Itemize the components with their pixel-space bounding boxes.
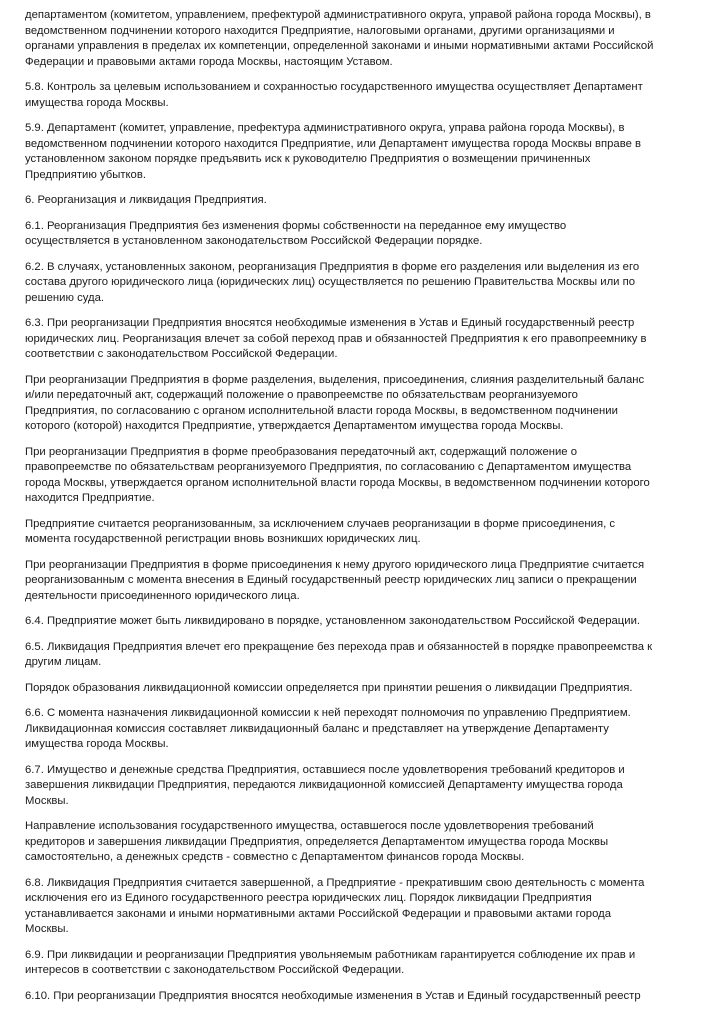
text-line: правопреемстве по обязательствам реорганизуемого Предприятия, по согласованию с Департаментом имущества (25, 461, 632, 473)
text-line: имущества города Москвы. (25, 96, 169, 109)
text-line: и/или передаточный акт, содержащий положение о правопреемстве по обязательствам реорганизуемого (25, 389, 578, 401)
text-line: 5.9. Департамент (комитет, управление, префектура административного округа, управа района города Москвы), в (25, 122, 625, 134)
text-line: установленном законом порядке предъявить иск к руководителю Предприятия о возмещении причиненных (25, 153, 591, 165)
text-line: 6.10. При реорганизации Предприятия вносятся необходимые изменения в Устав и Единый государственный реестр (25, 989, 641, 1002)
text-line: имущества города Москвы. (25, 738, 169, 750)
text-line: устанавливается законами и иными нормативными актами Российской Федерации и правовыми актами города (25, 907, 611, 920)
text-line: ведомственном подчинении которого находится Предприятие, или Департамент имущества города Москвы вправе в (25, 137, 641, 150)
text-line: соответствии с законодательством Российской Федерации. (25, 348, 338, 360)
paragraph (25, 121, 705, 183)
paragraph (25, 706, 705, 753)
text-line: Москвы. (25, 794, 69, 807)
text-line: города Москвы, утверждается органом исполнительной власти города Москвы, в ведомственном подчинении которого (25, 476, 650, 489)
text-line: ведомственном подчинении которого находится Предприятие, налоговыми органами, другими организациями и (25, 24, 615, 37)
text-line: Ликвидационная комиссия составляет ликвидационный баланс и представляет на утверждение Департаменту (25, 722, 609, 735)
text-line: 6.4. Предприятие может быть ликвидировано в порядке, установленном законодательством Российской Федерации. (25, 615, 641, 627)
paragraph (25, 763, 705, 810)
text-line: 5.8. Контроль за целевым использованием и сохранностью государственного имущества осуществляет Департамент (25, 81, 643, 93)
document-page (25, 8, 705, 1014)
text-line: деятельности присоединенного юридического лица. (25, 589, 300, 602)
text-line: состава другого юридического лица (юридических лиц) осуществляется по решению Правительства Москвы или по (25, 276, 636, 288)
text-line: самостоятельно, а денежных средств - совместно с Департаментом финансов города Москвы. (25, 851, 525, 863)
text-line: интересов в соответствии с законодательством Российской Федерации. (25, 964, 405, 976)
text-line: 6.1. Реорганизация Предприятия без изменения формы собственности на переданное ему имущество (25, 219, 567, 232)
paragraph (25, 373, 705, 435)
text-line: Предприятие считается реорганизованным, за исключением случаев реорганизации в форме присоединения, с (25, 517, 616, 530)
text-line: 6.8. Ликвидация Предприятия считается завершенной, а Предприятие - прекратившим свою деятельность с момента (25, 876, 645, 889)
text-line: При реорганизации Предприятия в форме присоединения к нему другого юридического лица Предприятие считается (25, 558, 645, 571)
text-line: реорганизованным с момента внесения в Единый государственный реестр юридических лиц записи о прекращении (25, 574, 637, 586)
paragraph (25, 8, 705, 70)
paragraph (25, 219, 705, 250)
paragraph (25, 948, 705, 979)
paragraph (25, 445, 705, 507)
paragraph (25, 876, 705, 938)
paragraph (25, 260, 705, 307)
text-line: которого (которой) находится Предприятие, утверждается Департаментом имущества города Москвы. (25, 420, 564, 432)
text-line: 6.2. В случаях, установленных законом, реорганизация Предприятия в форме его разделения или выделения из его (25, 260, 640, 273)
text-line: 6. Реорганизация и ликвидация Предприятия. (25, 194, 267, 206)
text-line: департаментом (комитетом, управлением, префектурой административного округа, управой района города Москвы), в (25, 9, 651, 21)
text-line: Предприятию убытков. (25, 168, 146, 181)
paragraph (25, 517, 705, 548)
text-line: 6.5. Ликвидация Предприятия влечет его прекращение без перехода прав и обязанностей в порядке правопреемства к (25, 640, 653, 653)
text-line: 6.9. При ликвидации и реорганизации Предприятия увольняемым работникам гарантируется соблюдение их прав и (25, 948, 636, 961)
text-line: находится Предприятие. (25, 492, 155, 504)
paragraph (25, 640, 705, 671)
text-line: момента государственной регистрации вновь возникших юридических лиц. (25, 533, 421, 545)
text-line: Порядок образования ликвидационной комиссии определяется при принятии решения о ликвидации Предприятия. (25, 681, 633, 694)
text-line: органами управления в пределах их компетенции, определенной законами и иными нормативными актами Российской (25, 40, 654, 52)
text-line: решению суда. (25, 291, 105, 304)
text-line: При реорганизации Предприятия в форме преобразования передаточный акт, содержащий положение о (25, 445, 577, 458)
text-line: 6.6. С момента назначения ликвидационной комиссии к ней переходят полномочия по управлению Предприятием. (25, 707, 631, 719)
paragraph (25, 316, 705, 363)
paragraph (25, 681, 705, 697)
text-line: Москвы. (25, 923, 69, 935)
text-line: юридических лиц. Реорганизация влечет за собой переход прав и обязанностей Предприятия к его правопреемнику в (25, 332, 647, 345)
text-line: осуществляется в установленном законодательством Российской Федерации порядке. (25, 235, 483, 247)
paragraph (25, 989, 705, 1005)
text-line: другим лицам. (25, 656, 102, 668)
paragraph (25, 558, 705, 605)
paragraph (25, 614, 705, 630)
text-line: кредиторов и завершения ликвидации Предприятия, определяется Департаментом имущества города Москвы (25, 835, 609, 848)
text-line: Направление использования государственного имущества, оставшегося после удовлетворения требований (25, 820, 594, 832)
text-line: 6.7. Имущество и денежные средства Предприятия, оставшиеся после удовлетворения требований кредиторов и (25, 763, 625, 776)
text-line: завершения ликвидации Предприятия, передаются ликвидационной комиссией Департаменту имущества города (25, 779, 623, 791)
text-line: При реорганизации Предприятия в форме разделения, выделения, присоединения, слияния разделительный баланс (25, 373, 645, 386)
text-line: 6.3. При реорганизации Предприятия вносятся необходимые изменения в Устав и Единый государственный реестр (25, 317, 635, 329)
text-line: Предприятия, по согласованию с органом исполнительной власти города Москвы, в ведомственном подчинении (25, 404, 618, 417)
text-line: исключения его из Единого государственного реестра юридических лиц. Порядок ликвидации Предприятия (25, 892, 592, 904)
paragraph (25, 80, 705, 111)
paragraph (25, 193, 705, 209)
paragraph (25, 819, 705, 866)
text-line: Федерации и правовыми актами города Москвы, настоящим Уставом. (25, 55, 393, 68)
